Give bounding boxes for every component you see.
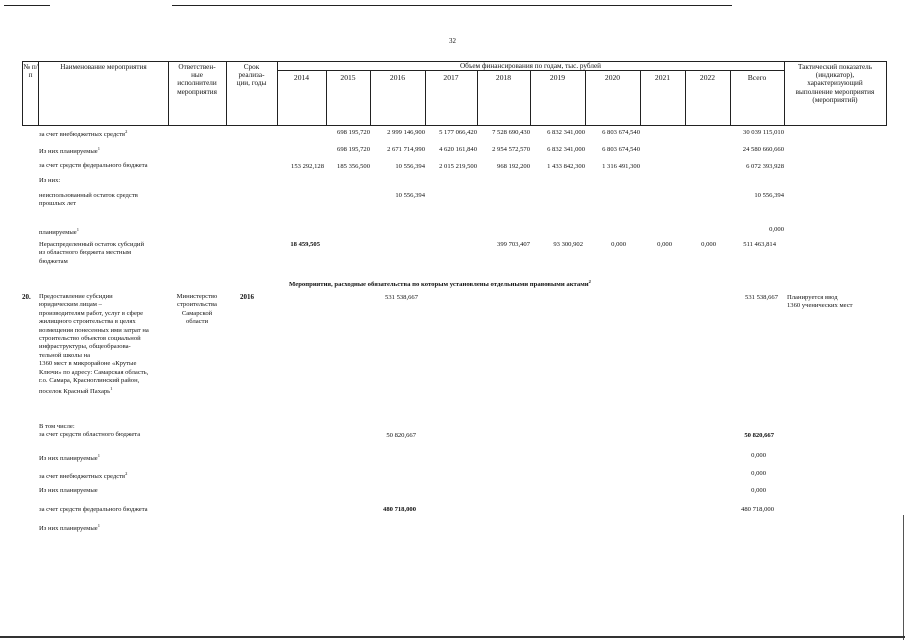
row-label: за счет внебюджетных средств$^2$ bbox=[39, 129, 128, 138]
item-number: 20. bbox=[22, 293, 31, 301]
cell-value: 50 820,667 bbox=[386, 432, 416, 439]
header-name: Наименование мероприятия bbox=[60, 63, 147, 71]
cell-value: 10 556,394 bbox=[395, 163, 425, 170]
cell-value: 10 556,394 bbox=[395, 192, 425, 199]
cell-value: 6 832 341,000 bbox=[547, 129, 585, 136]
cell-value: 511 463,814 bbox=[743, 241, 776, 248]
year-2021: 2021 bbox=[654, 73, 671, 82]
header-financing: Объем финансирования по годам, тыс. рублей bbox=[459, 62, 602, 70]
item-indicator: Планируется ввод 1360 ученических мест bbox=[787, 294, 853, 310]
header-term: Срок реализа- ции, годы bbox=[236, 63, 267, 88]
scan-edge bbox=[0, 636, 905, 638]
cell-value: 50 820,667 bbox=[744, 432, 774, 439]
cell-value: 1 316 491,300 bbox=[602, 163, 640, 170]
cell-value: 0,000 bbox=[701, 241, 716, 248]
cell-value: 5 177 066,420 bbox=[439, 129, 477, 136]
item-responsible: Министерство строительства Самарской области bbox=[176, 293, 218, 326]
year-2017: 2017 bbox=[443, 73, 459, 82]
cell-value: 531 538,667 bbox=[385, 294, 418, 301]
row-label: за счет средств федерального бюджета bbox=[39, 162, 148, 169]
header-indicator: Тактический показатель (индикатор), характеризующий выполнение мероприятия (мероприятий) bbox=[795, 63, 875, 104]
scan-mark bbox=[172, 5, 732, 6]
cell-value: 2 954 572,570 bbox=[492, 146, 530, 153]
item-name: Предоставление субсидии юридическим лицам – производителям работ, услуг в сфере жилищного строительства в целях возмещения понесенных ими затрат на строительство объектов социальной инфраструктуры, общеобразова- тельной школы на 1360 мест в микрорайоне «Крутые Ключи» по адресу: Самарская область, г.о. Самара, Красноглинский район, поселок Красный Пахарь$^1$ bbox=[39, 293, 149, 396]
row-label: Из них: bbox=[39, 177, 61, 184]
row-label: неиспользованный остаток средств прошлых лет bbox=[39, 192, 138, 208]
year-2014: 2014 bbox=[293, 73, 310, 82]
cell-value: 1 433 842,300 bbox=[547, 163, 585, 170]
cell-value: 6 803 674,540 bbox=[602, 129, 640, 136]
cell-value: 24 580 660,660 bbox=[742, 146, 784, 153]
cell-value: 2 015 219,500 bbox=[439, 163, 477, 170]
cell-value: 93 300,902 bbox=[553, 241, 583, 248]
year-total: Всего bbox=[747, 73, 767, 82]
year-2022: 2022 bbox=[699, 73, 716, 82]
cell-value: 4 620 161,840 bbox=[439, 146, 477, 153]
cell-value: 6 832 341,000 bbox=[547, 146, 585, 153]
row-label: Из них планируемые$^1$ bbox=[39, 453, 100, 462]
cell-value: 531 538,667 bbox=[745, 294, 778, 301]
page-number: 32 bbox=[449, 37, 456, 45]
cell-value: 0,000 bbox=[751, 487, 766, 494]
cell-value: 2 999 146,900 bbox=[387, 129, 425, 136]
cell-value: 6 072 393,928 bbox=[746, 163, 784, 170]
header-num: № п/п bbox=[23, 63, 38, 80]
cell-value: 10 556,394 bbox=[754, 192, 784, 199]
year-2015: 2015 bbox=[340, 73, 356, 82]
cell-value: 153 292,128 bbox=[291, 163, 324, 170]
row-label: В том числе: за счет средств областного бюджета bbox=[39, 423, 141, 439]
cell-value: 0,000 bbox=[657, 241, 672, 248]
cell-value: 185 356,500 bbox=[337, 163, 370, 170]
year-2020: 2020 bbox=[604, 73, 621, 82]
cell-value: 968 192,200 bbox=[497, 163, 530, 170]
year-2018: 2018 bbox=[495, 73, 512, 82]
section-heading: Мероприятия, расходные обязательства по которым установлены отдельными правовыми актами$^2$ bbox=[289, 279, 591, 288]
row-label: Из них планируемые bbox=[39, 487, 98, 494]
cell-value: 399 703,407 bbox=[497, 241, 530, 248]
cell-value: 0,000 bbox=[751, 452, 766, 459]
cell-value: 698 195,720 bbox=[337, 146, 370, 153]
row-label: Из них планируемые$^1$ bbox=[39, 146, 100, 155]
header-responsible: Ответствен- ные исполнители мероприятия bbox=[177, 63, 217, 96]
cell-value: 6 803 674,540 bbox=[602, 146, 640, 153]
scan-edge bbox=[903, 515, 904, 640]
row-label: планируемые$^1$ bbox=[39, 227, 79, 236]
row-label: за счет средств федерального бюджета bbox=[39, 506, 148, 513]
cell-value: 7 528 690,430 bbox=[492, 129, 530, 136]
cell-value: 480 718,000 bbox=[383, 506, 416, 513]
row-label: за счет внебюджетных средств$^2$ bbox=[39, 471, 128, 480]
year-2016: 2016 bbox=[389, 73, 406, 82]
cell-value: 0,000 bbox=[611, 241, 626, 248]
cell-value: 0,000 bbox=[769, 226, 784, 233]
cell-value: 30 039 115,010 bbox=[743, 129, 784, 136]
cell-value: 2 671 714,990 bbox=[387, 146, 425, 153]
row-label: Нераспределенный остаток субсидий из областного бюджета местным бюджетам bbox=[39, 241, 144, 265]
row-label: Из них планируемые$^1$ bbox=[39, 523, 100, 532]
item-term: 2016 bbox=[240, 293, 254, 301]
cell-value: 480 718,000 bbox=[741, 506, 774, 513]
cell-value: 698 195,720 bbox=[337, 129, 370, 136]
cell-value: 18 459,505 bbox=[290, 241, 320, 248]
cell-value: 0,000 bbox=[751, 470, 766, 477]
scan-mark bbox=[4, 5, 50, 6]
year-2019: 2019 bbox=[549, 73, 566, 82]
